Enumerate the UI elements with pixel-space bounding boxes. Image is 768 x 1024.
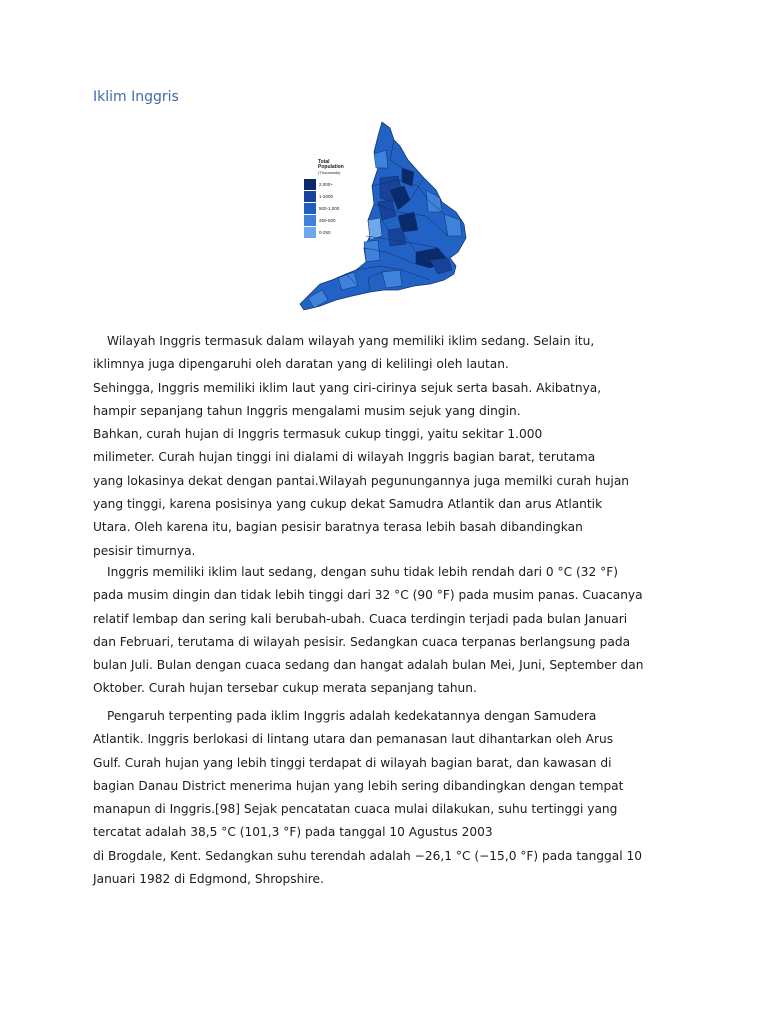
- text-line: Inggris memiliki iklim laut sedang, dengan suhu tidak lebih rendah dari 0 °C (32 °F): [107, 565, 618, 579]
- legend-item: [304, 178, 348, 190]
- text-line: yang tinggi, karena posisinya yang cukup dekat Samudra Atlantik dan arus Atlantik: [93, 497, 603, 512]
- text-line: Oktober. Curah hujan tersebar cukup merata sepanjang tahun.: [93, 681, 477, 696]
- text-line: iklimnya juga dipengaruhi oleh daratan yang di kelilingi oleh lautan.: [93, 357, 509, 372]
- legend-label: 2,000+: [319, 181, 333, 187]
- text-line: hampir sepanjang tahun Inggris mengalami musim sejuk yang dingin.: [93, 403, 521, 418]
- text-line: Gulf. Curah hujan yang lebih tinggi terdapat di wilayah bagian barat, dan kawasan di: [93, 755, 612, 770]
- text-line: relatif lembap dan sering kali berubah-ubah. Cuaca terdingin terjadi pada bulan Januari: [93, 611, 628, 626]
- legend-item: [304, 202, 348, 214]
- paragraph-2: [93, 561, 683, 701]
- text-line: Utara. Oleh karena itu, bagian pesisir baratnya terasa lebih basah dibandingkan: [93, 520, 583, 535]
- text-line: Januari 1982 di Edgmond, Shropshire.: [93, 872, 324, 887]
- text-line: Pengaruh terpenting pada iklim Inggris adalah kedekatannya dengan Samudera: [107, 709, 597, 723]
- text-line: dan Februari, terutama di wilayah pesisir. Sedangkan cuaca terpanas berlangsung pada: [93, 634, 631, 649]
- text-line: Atlantik. Inggris berlokasi di lintang utara dan pemanasan laut dihantarkan oleh Arus: [93, 732, 614, 747]
- text-line: yang lokasinya dekat dengan pantai.Wilayah pegunungannya juga memilki curah hujan: [93, 473, 630, 488]
- text-line: Wilayah Inggris termasuk dalam wilayah yang memiliki iklim sedang. Selain itu,: [107, 334, 595, 348]
- legend-swatch: [304, 191, 316, 202]
- text-line: di Brogdale, Kent. Sedangkan suhu terendah adalah −26,1 °C (−15,0 °F) pada tanggal 10: [93, 848, 643, 863]
- text-line: tercatat adalah 38,5 °C (101,3 °F) pada tanggal 10 Agustus 2003: [93, 825, 493, 840]
- text-line: bulan Juli. Bulan dengan cuaca sedang dan hangat adalah bulan Mei, Juni, September dan: [93, 658, 644, 673]
- text-line: milimeter. Curah hujan tinggi ini dialami di wilayah Inggris bagian barat, terutama: [93, 450, 596, 465]
- legend-item: [304, 226, 348, 238]
- legend-label: 250-500: [319, 217, 336, 223]
- legend-swatch: [304, 179, 316, 190]
- legend-title: Total Population: [318, 159, 344, 170]
- paragraph-1: [93, 330, 683, 563]
- text-line: manapun di Inggris.[98] Sejak pencatatan cuaca mulai dilakukan, suhu tertinggi yang: [93, 802, 618, 817]
- legend-swatch: [304, 215, 316, 226]
- legend-label: 500-1,000: [319, 205, 340, 211]
- legend-subtitle: (Thousands): [318, 170, 341, 175]
- legend-swatch: [304, 227, 316, 238]
- text-line: pada musim dingin dan tidak lebih tinggi dari 32 °C (90 °F) pada musim panas. Cuacanya: [93, 588, 643, 603]
- legend-swatch: [304, 203, 316, 214]
- legend-label: 0-250: [319, 229, 331, 235]
- map-legend: [300, 156, 348, 252]
- text-line: pesisir timurnya.: [93, 543, 196, 558]
- paragraph-3: [93, 705, 683, 891]
- text-line: Sehingga, Inggris memiliki iklim laut yang ciri-cirinya sejuk serta basah. Akibatnya,: [93, 380, 602, 395]
- legend-item: [304, 190, 348, 202]
- legend-label: 1-2000: [319, 193, 334, 199]
- document-title: Iklim Inggris: [93, 89, 179, 105]
- text-line: Bahkan, curah hujan di Inggris termasuk cukup tinggi, yaitu sekitar 1.000: [93, 427, 543, 442]
- text-line: bagian Danau District menerima hujan yang lebih sering dibandingkan dengan tempat: [93, 778, 624, 793]
- legend-item: [304, 214, 348, 226]
